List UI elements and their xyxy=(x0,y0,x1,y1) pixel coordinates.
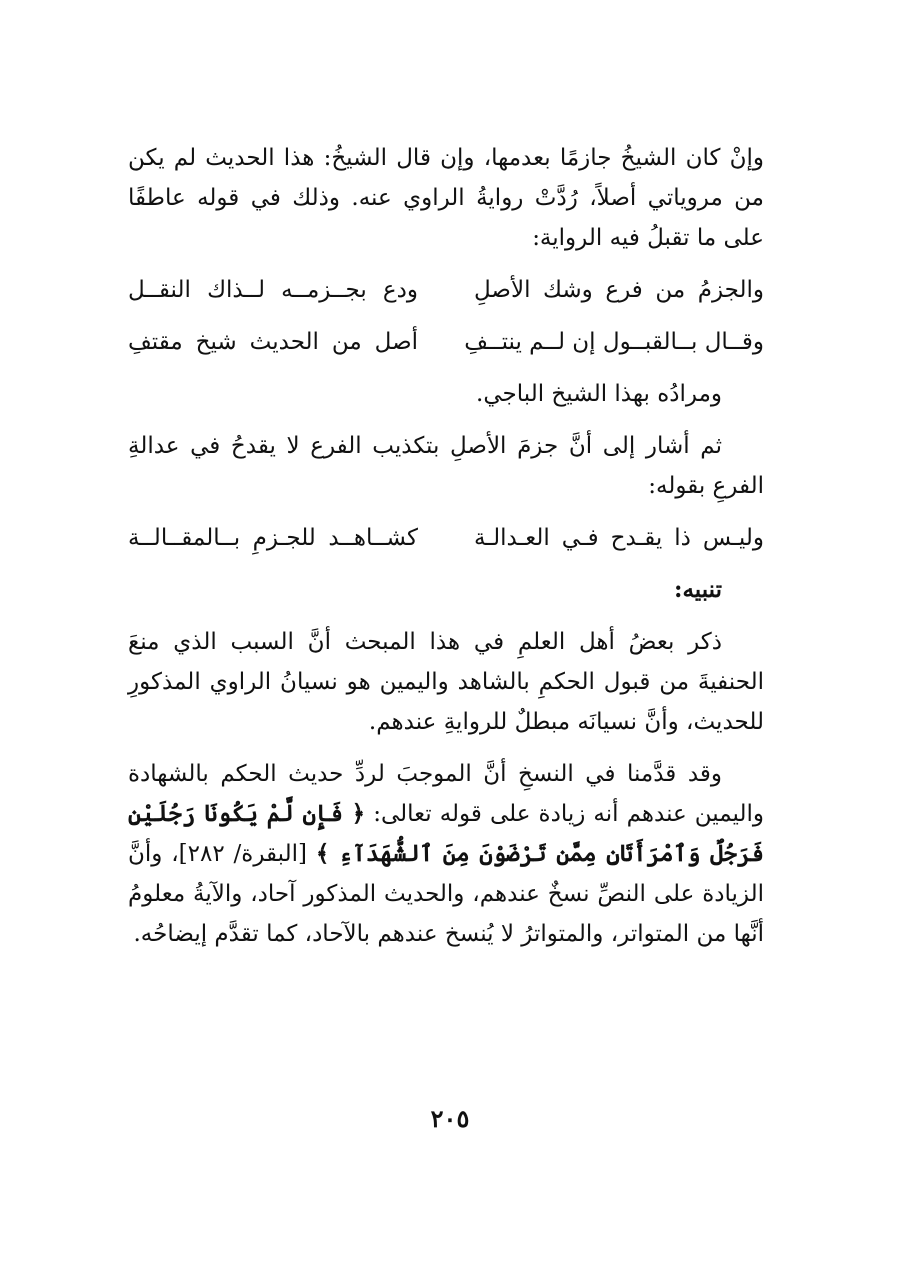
page-body xyxy=(128,138,764,966)
paragraph-5-text-after-verse: [البقرة/ ٢٨٢]، وأنَّ الزيادة على النصِّ نسخٌ عندهم، والحديث المذكور آحاد، والآيةُ معلومُ أنَّها من المتواتر، والمتواترُ لا يُنسخ عندهم بالآحاد، كما تقدَّم إيضاحُه. xyxy=(128,841,764,947)
verse-1-first-hemistich: والجزمُ من فرع وشك الأصلِ xyxy=(474,277,764,303)
paragraph-2: ومرادُه بهذا الشيخ الباجي. xyxy=(476,381,722,407)
page-number: ٢٠٥ xyxy=(430,1104,470,1133)
verse-2 xyxy=(128,322,764,362)
paragraph-4: ذكر بعضُ أهل العلمِ في هذا المبحث أنَّ السبب الذي منعَ الحنفيةَ من قبول الحكمِ بالشاهد واليمين هو نسيانُ الراوي المذكورِ للحديث، وأنَّ نسيانَه مبطلٌ للروايةِ عندهم. xyxy=(128,629,764,735)
paragraph-1: وإنْ كان الشيخُ جازمًا بعدمها، وإن قال الشيخُ: هذا الحديث لم يكن من مروياتي أصلاً، رُدَّتْ روايةُ الراوي عنه. وذلك في قوله عاطفًا على ما تقبلُ فيه الرواية: xyxy=(128,145,764,251)
paragraph-5 xyxy=(128,754,764,954)
verse-1 xyxy=(128,270,764,310)
verse-2-first-hemistich: وقــال بــالقبــول إن لــم ينتــفِ xyxy=(464,329,764,355)
quran-quote: ﴿ فَإِن لَّمْ يَكُونَا رَجُلَيْنِ فَرَجُلٌ وَٱمْرَأَتَانِ مِمَّن تَرْضَوْنَ مِنَ ٱلشُّهَدَآءِ ﴾ xyxy=(128,800,764,867)
verse-3-first-hemistich: وليـس ذا يقـدح فـي العـدالـة xyxy=(474,525,764,551)
verse-2-second-hemistich: أصل من الحديث شيخ مقتفِ xyxy=(128,329,418,355)
verse-3 xyxy=(128,518,764,558)
verse-3-second-hemistich: كشــاهــد للجـزمِ بــالمقــالــة xyxy=(128,525,418,551)
paragraph-3: ثم أشار إلى أنَّ جزمَ الأصلِ بتكذيب الفرع لا يقدحُ في عدالةِ الفرعِ بقوله: xyxy=(128,433,764,499)
verse-1-second-hemistich: ودع بجــزمــه لــذاك النقــل xyxy=(128,277,418,303)
note-heading: تنبيه: xyxy=(673,576,722,603)
paragraph-5-text-before-verse: وقد قدَّمنا في النسخِ أنَّ الموجبَ لردِّ حديث الحكم بالشهادة واليمين عندهم أنه زيادة على قوله تعالى: xyxy=(128,761,764,827)
